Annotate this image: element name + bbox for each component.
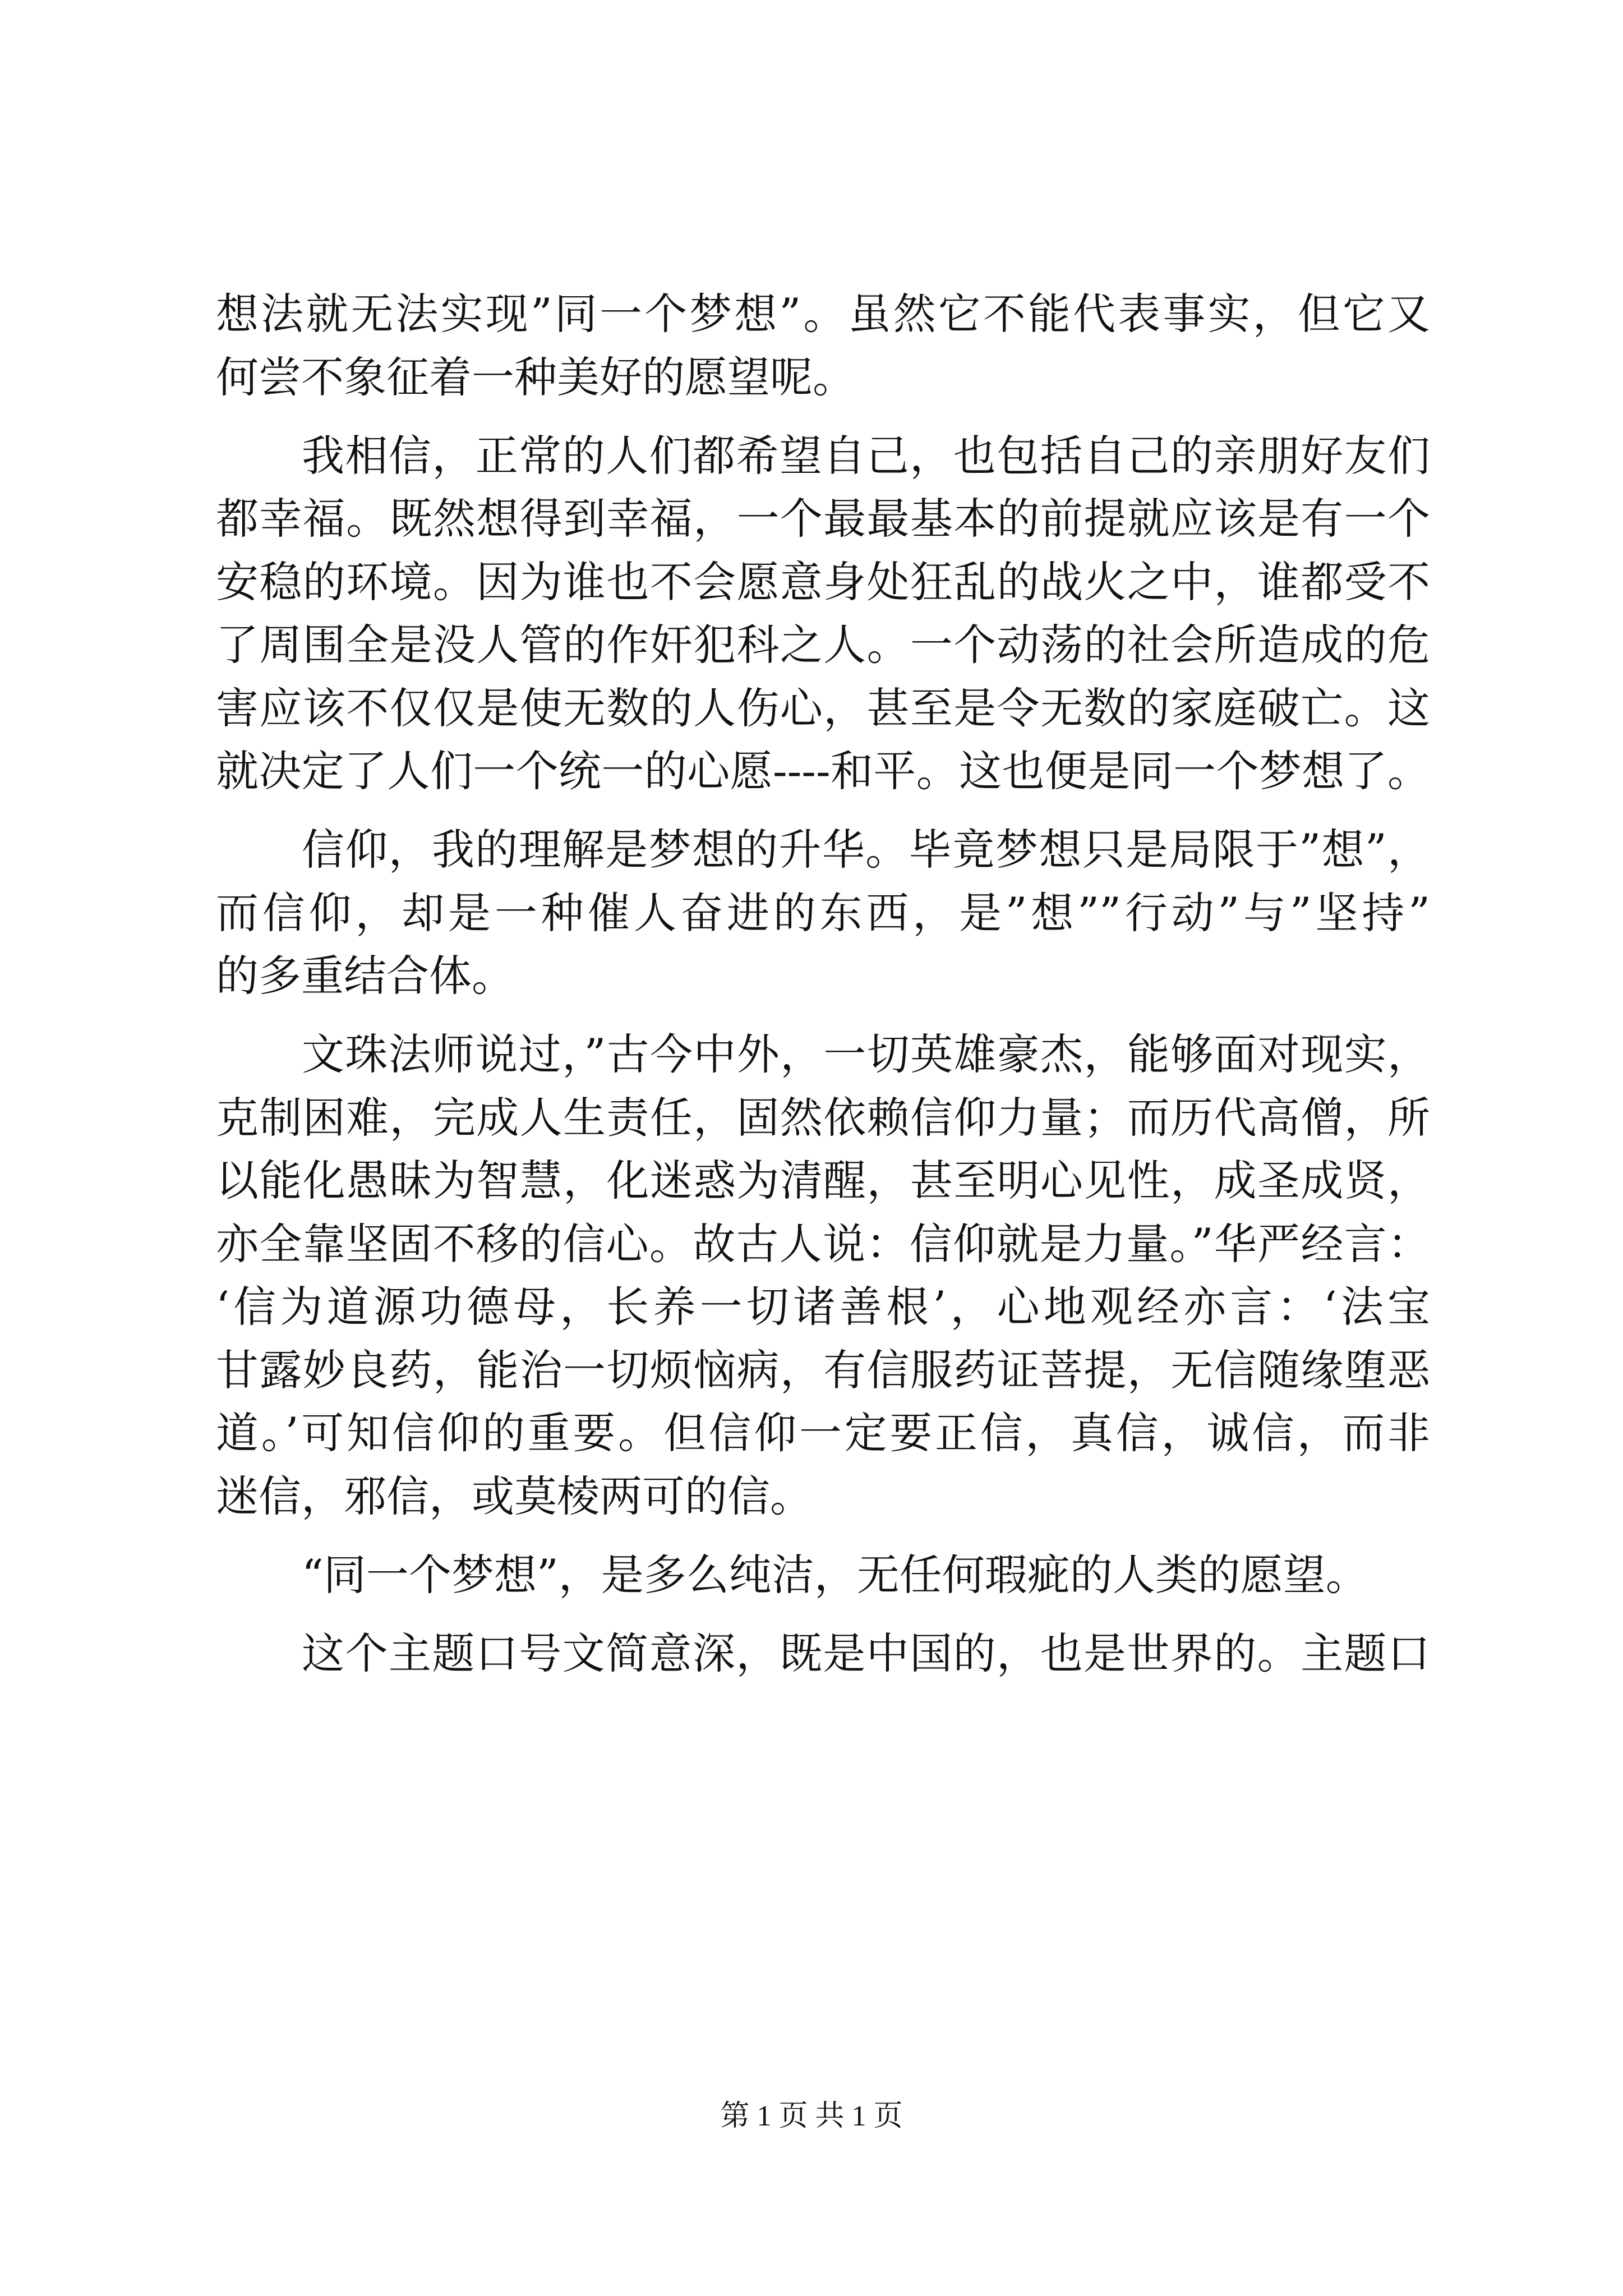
text-line: 的多重结合体。 xyxy=(216,951,514,1001)
paragraph-first-line: 信仰，我的理解是梦想的升华。毕竟梦想只是局限于”想”， xyxy=(302,825,1430,875)
text-line: 想法就无法实现”同一个梦想”。虽然它不能代表事实，但它又 xyxy=(216,289,1430,339)
text-line: 甘露妙良药，能治一切烦恼病，有信服药证菩提，无信随缘堕恶 xyxy=(216,1345,1430,1395)
text-line: 而信仰，却是一种催人奋进的东西，是”想””行动”与”坚持” xyxy=(216,888,1430,938)
paragraph-first-line: 我相信，正常的人们都希望自己，也包括自己的亲朋好友们 xyxy=(302,431,1430,481)
text-line: 道。’可知信仰的重要。但信仰一定要正信，真信，诚信，而非 xyxy=(216,1408,1430,1458)
text-line: 害应该不仅仅是使无数的人伤心，甚至是令无数的家庭破亡。这 xyxy=(216,683,1430,733)
text-line: 都幸福。既然想得到幸福，一个最最基本的前提就应该是有一个 xyxy=(216,494,1430,544)
text-line: ‘信为道源功德母，长养一切诸善根’，心地观经亦言：‘法宝 xyxy=(216,1282,1430,1332)
text-line: 迷信，邪信，或莫棱两可的信。 xyxy=(216,1471,813,1521)
paragraph-first-line: “同一个梦想”，是多么纯洁，无任何瑕疵的人类的愿望。 xyxy=(302,1550,1368,1600)
page-footer: 第 1 页 共 1 页 xyxy=(720,2100,903,2132)
paragraph-first-line: 文珠法师说过，”古今中外，一切英雄豪杰，能够面对现实， xyxy=(302,1029,1430,1079)
text-line: 安稳的环境。因为谁也不会愿意身处狂乱的战火之中，谁都受不 xyxy=(216,557,1430,607)
text-line: 就决定了人们一个统一的心愿----和平。这也便是同一个梦想了。 xyxy=(216,746,1430,796)
text-line: 何尝不象征着一种美好的愿望呢。 xyxy=(216,352,855,402)
text-line: 克制困难，完成人生责任，固然依赖信仰力量；而历代高僧，所 xyxy=(216,1093,1430,1143)
paragraph-first-line: 这个主题口号文简意深，既是中国的，也是世界的。主题口 xyxy=(302,1628,1430,1678)
text-line: 亦全靠坚固不移的信心。故古人说：信仰就是力量。”华严经言： xyxy=(216,1219,1430,1269)
text-line: 了周围全是没人管的作奸犯科之人。一个动荡的社会所造成的危 xyxy=(216,620,1430,670)
text-line: 以能化愚昧为智慧，化迷惑为清醒，甚至明心见性，成圣成贤， xyxy=(216,1156,1430,1205)
